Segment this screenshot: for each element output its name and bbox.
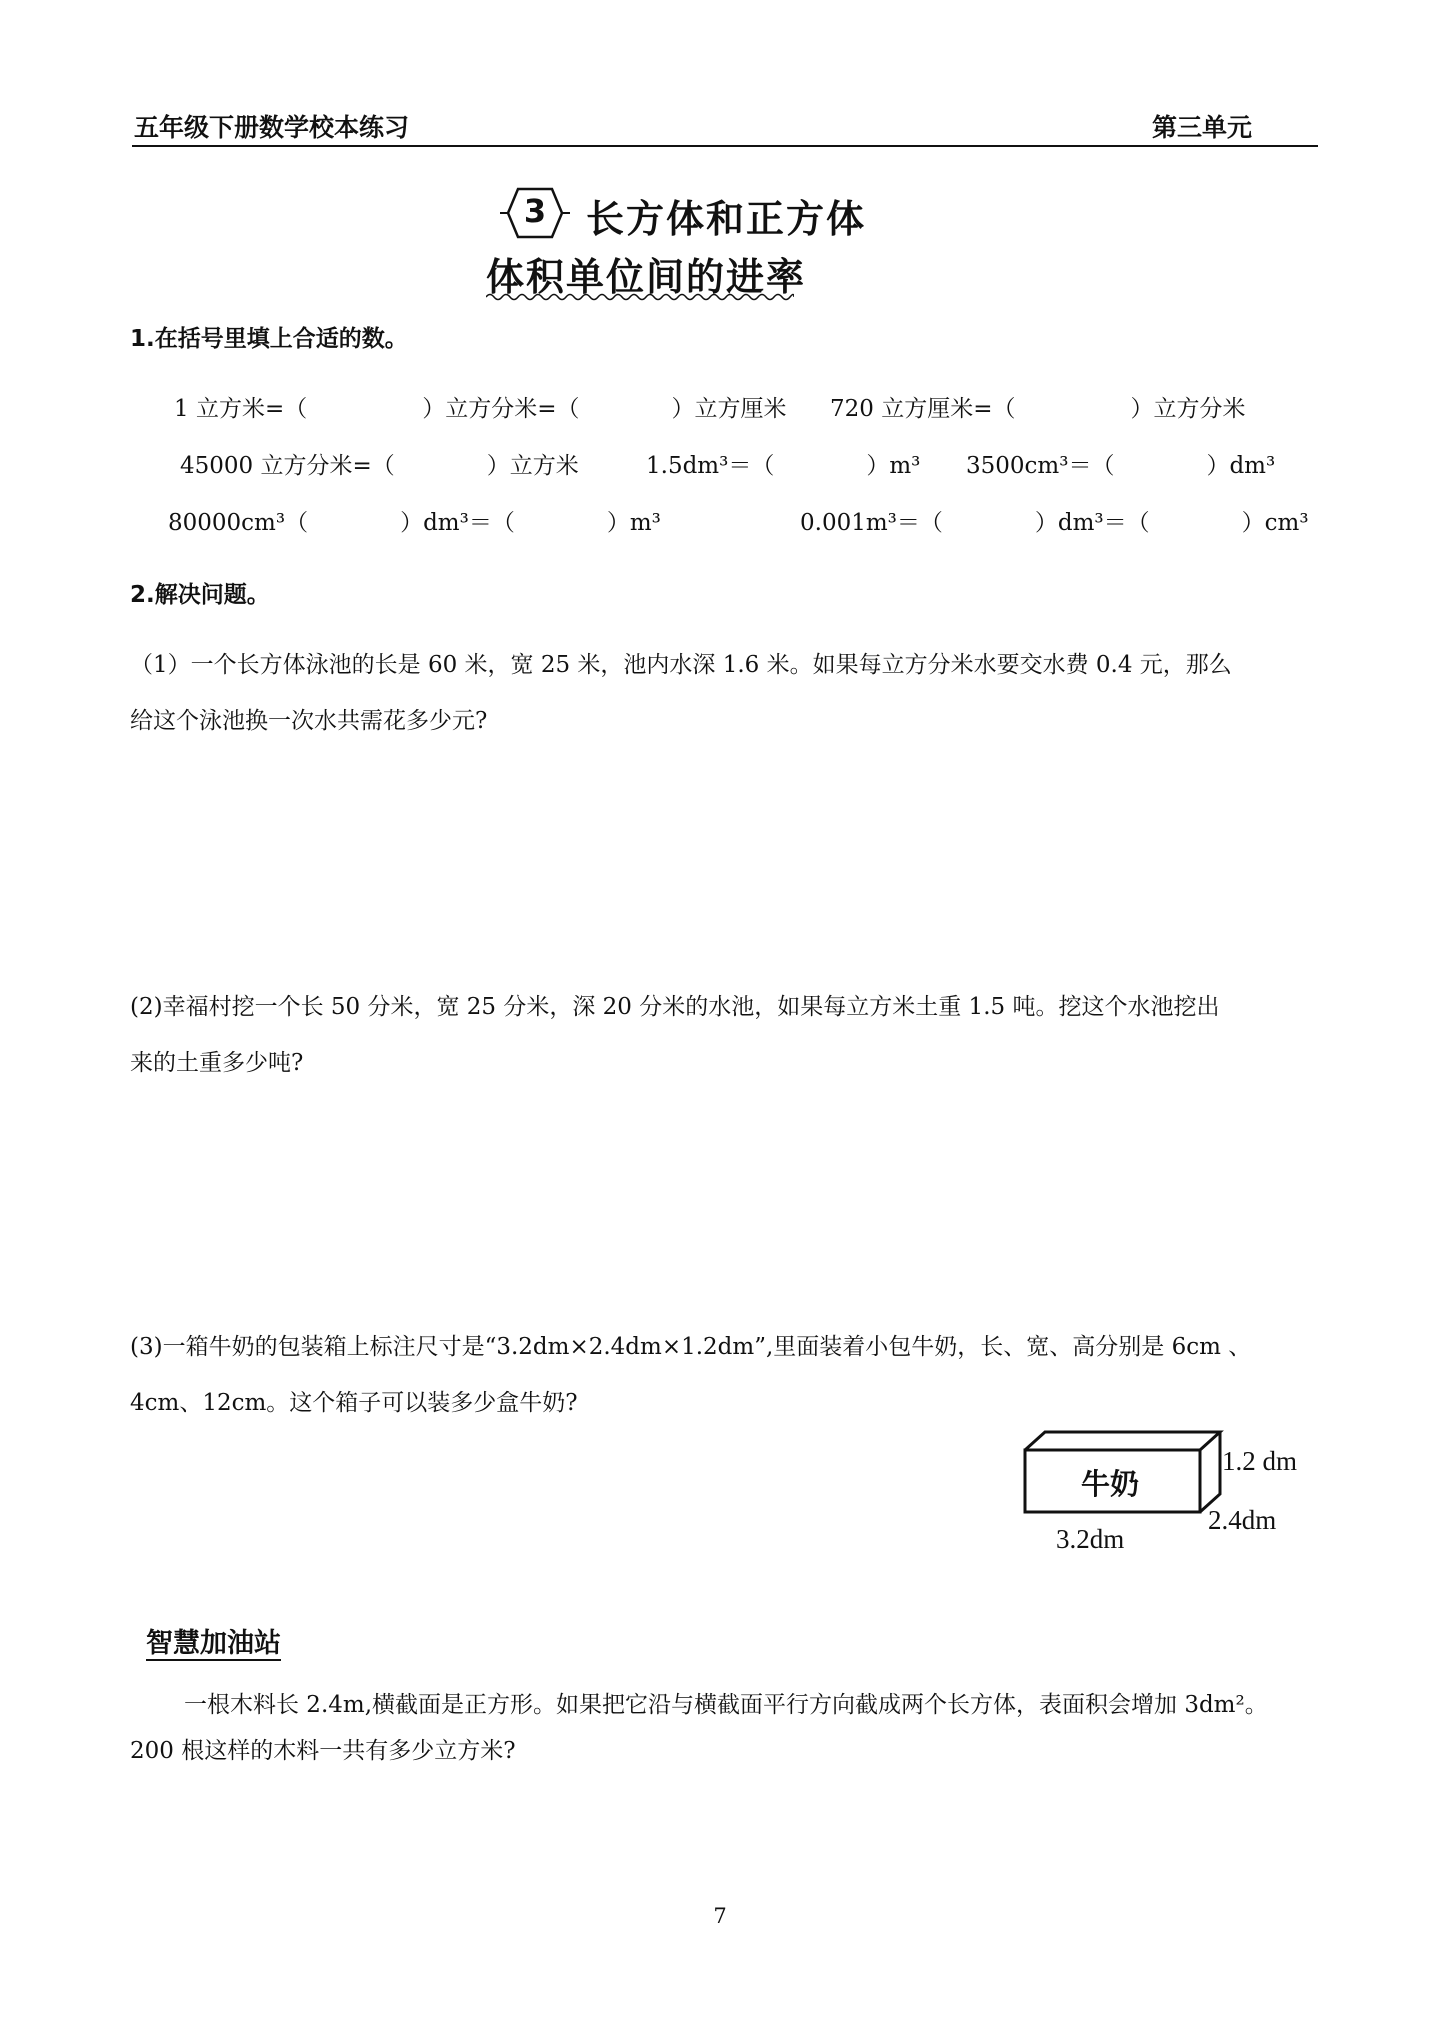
fill-item: 45000 立方分米=（ ）立方米 <box>180 453 579 479</box>
box-height-label: 1.2 dm <box>1222 1446 1298 1476</box>
fill-item: 720 立方厘米=（ ）立方分米 <box>830 396 1246 422</box>
title-badge-number: 3 <box>523 192 547 230</box>
question-1-line-1: （1）一个长方体泳池的长是 60 米，宽 25 米，池内水深 1.6 米。如果每立方分米水要交水费 0.4 元，那么 <box>130 652 1232 678</box>
fill-item: 0.001m³＝（ ）dm³＝（ ）cm³ <box>800 510 1309 536</box>
bonus-heading: 智慧加油站 <box>146 1628 281 1661</box>
milk-box-label: 牛奶 <box>1080 1467 1139 1501</box>
header-rule <box>132 145 1318 147</box>
fill-item: 1.5dm³＝（ ）m³ <box>646 453 921 479</box>
page-title: 长方体和正方体 <box>586 197 867 241</box>
section1-heading: 1.在括号里填上合适的数。 <box>130 326 408 352</box>
header-right: 第三单元 <box>1152 113 1253 142</box>
section2-heading: 2.解决问题。 <box>130 582 270 608</box>
fill-item: 80000cm³（ ）dm³＝（ ）m³ <box>168 510 661 536</box>
question-3-line-2: 4cm、12cm。这个箱子可以装多少盒牛奶? <box>130 1390 578 1416</box>
question-3-line-1: (3)一箱牛奶的包装箱上标注尺寸是“3.2dm×2.4dm×1.2dm”,里面装着小包牛奶，长、宽、高分别是 6cm 、 <box>130 1334 1252 1360</box>
bonus-line-1: 一根木料长 2.4m,横截面是正方形。如果把它沿与横截面平行方向截成两个长方体，表面积会增加 3dm²。 <box>184 1692 1268 1718</box>
bonus-line-2: 200 根这样的木料一共有多少立方米? <box>130 1738 516 1764</box>
question-2-line-2: 来的土重多少吨? <box>130 1050 304 1076</box>
box-length-label: 3.2dm <box>1056 1524 1125 1554</box>
page-subtitle: 体积单位间的进率 <box>486 255 807 299</box>
fill-item: 1 立方米=（ ）立方分米=（ ）立方厘米 <box>174 396 787 422</box>
page-number: 7 <box>713 1904 727 1928</box>
header-left: 五年级下册数学校本练习 <box>134 113 410 142</box>
question-2-line-1: (2)幸福村挖一个长 50 分米，宽 25 分米，深 20 分米的水池，如果每立方米土重 1.5 吨。挖这个水池挖出 <box>130 994 1220 1020</box>
box-width-label: 2.4dm <box>1208 1505 1277 1535</box>
fill-item: 3500cm³＝（ ）dm³ <box>966 453 1276 479</box>
question-1-line-2: 给这个泳池换一次水共需花多少元? <box>130 708 488 734</box>
subtitle-wavy-underline <box>486 292 794 302</box>
